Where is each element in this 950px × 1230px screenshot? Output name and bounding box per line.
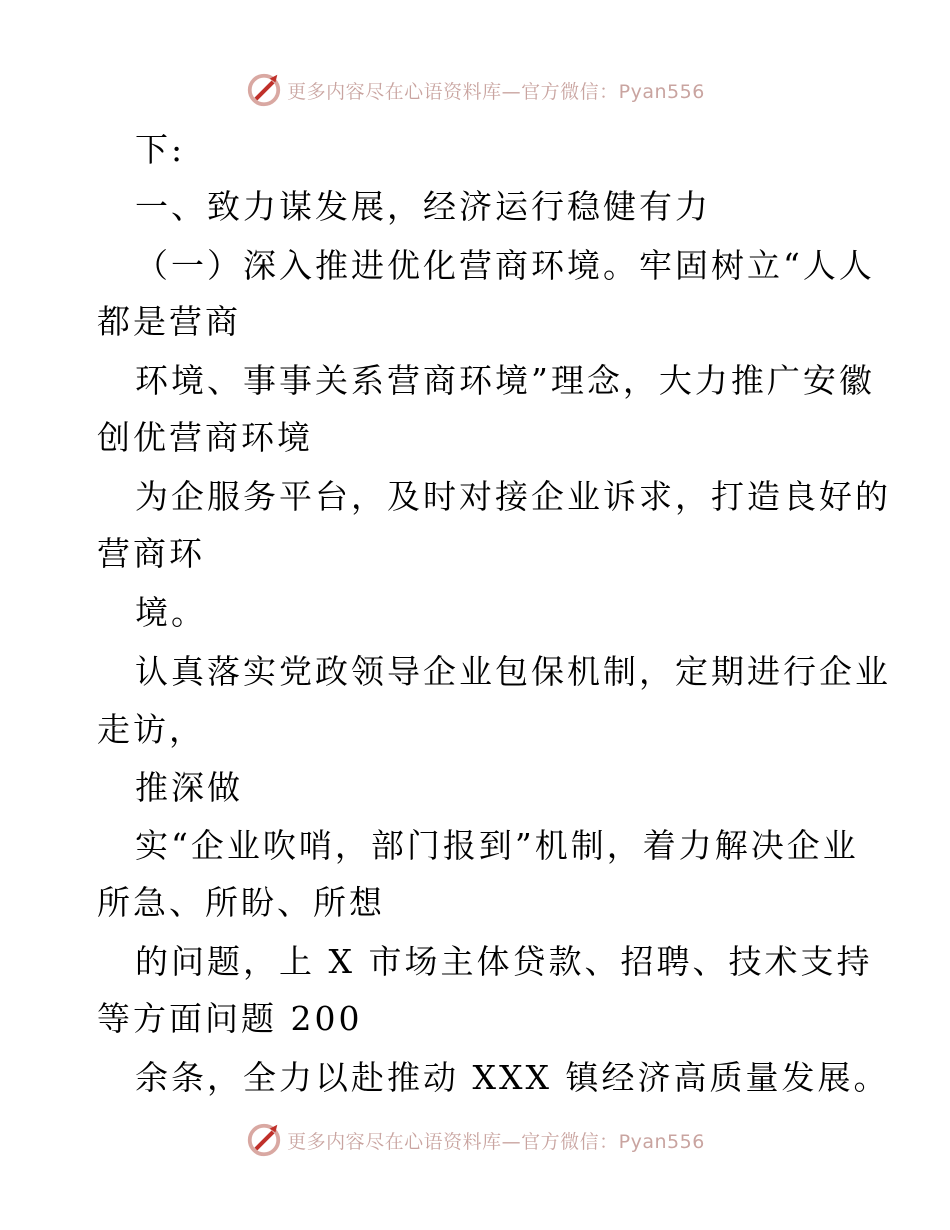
paragraph-line: 推深做 bbox=[135, 768, 243, 807]
paragraph-line: 的问题，上 X 市场主体贷款、招聘、技术支持 bbox=[135, 942, 873, 981]
paragraph-line: 余条，全力以赴推动 XXX 镇经济高质量发展。 bbox=[135, 1058, 890, 1097]
paragraph-line: 走访， bbox=[97, 710, 205, 749]
footer-watermark bbox=[0, 1120, 950, 1160]
paragraph-line: 认真落实党政领导企业包保机制，定期进行企业 bbox=[135, 652, 891, 691]
watermark-text: 更多内容尽在心语资料库—官方微信：Pyan556 bbox=[287, 1130, 705, 1153]
quill-logo-icon bbox=[245, 1121, 283, 1159]
paragraph-line: 创优营商环境 bbox=[97, 418, 313, 457]
paragraph-line: （一）深入推进优化营商环境。牢固树立“人人 bbox=[135, 246, 875, 285]
paragraph-line: 等方面问题 200 bbox=[97, 999, 363, 1038]
paragraph-line: 实“企业吹哨，部门报到”机制，着力解决企业 bbox=[135, 826, 859, 865]
paragraph-line: 营商环 bbox=[97, 534, 205, 573]
paragraph-line: 都是营商 bbox=[97, 302, 241, 341]
section-heading: 一、致力谋发展，经济运行稳健有力 bbox=[135, 187, 711, 226]
quill-logo-icon bbox=[245, 71, 283, 109]
paragraph-line: 环境、事事关系营商环境”理念，大力推广安徽 bbox=[135, 361, 875, 400]
paragraph-line: 所急、所盼、所想 bbox=[97, 883, 385, 922]
paragraph-line: 为企服务平台，及时对接企业诉求，打造良好的 bbox=[135, 477, 891, 516]
paragraph-line: 境。 bbox=[135, 593, 207, 632]
watermark-text: 更多内容尽在心语资料库—官方微信：Pyan556 bbox=[287, 80, 705, 103]
paragraph-line: 下: bbox=[135, 130, 186, 169]
header-watermark bbox=[0, 70, 950, 110]
